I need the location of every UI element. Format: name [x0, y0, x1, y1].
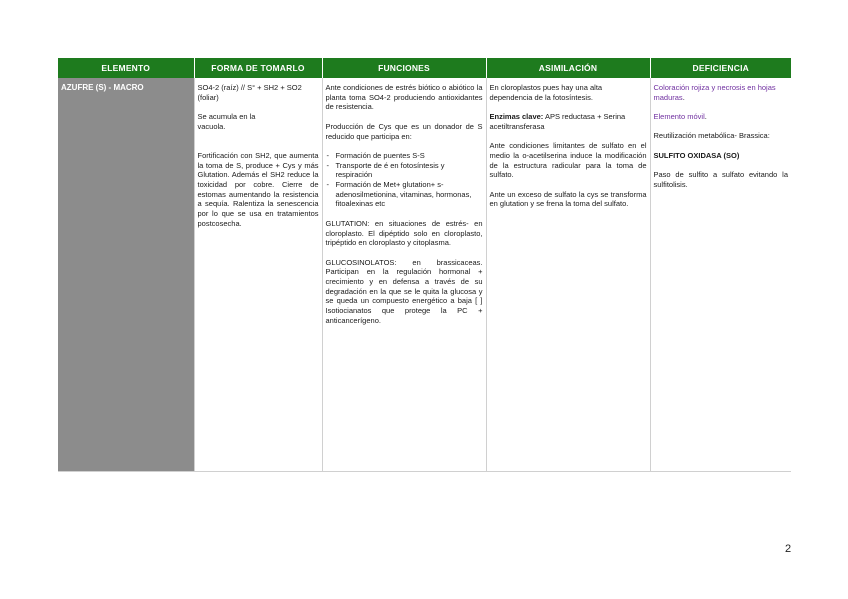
deficiencia-cell — [650, 78, 791, 472]
funciones-list — [326, 151, 483, 209]
header-asimilacion: ASIMILACIÓN — [486, 58, 650, 78]
nutrient-table — [58, 58, 791, 472]
asimilacion-cell — [486, 78, 650, 472]
funciones-cell — [322, 78, 486, 472]
page-number: 2 — [785, 543, 792, 555]
list-item: - Transporte de é en fotosíntesis y respiración — [336, 161, 483, 180]
mobility-note: Elemento móvil — [653, 112, 705, 122]
period: . — [682, 92, 685, 102]
forma-cell — [194, 78, 322, 472]
list-item: - Formación de Met+ glutation+ s-adenosilmetionina, vitaminas, hormonas, fitoalexinas etc — [336, 180, 483, 209]
forma-p3: Fortificación con SH2, que aumenta la toma de S, produce + Cys y más Glutation. Además el SH2 reduce la toxicidad por cobre. Cierre de estomas aumentando la resistencia a sequía. Ralentiza la senescencia por lo que se usa en tratamientos postcosecha. — [197, 150, 319, 228]
funciones-p4: GLUCOSINOLATOS: en brassicaceas. Participan en la regulación hormonal + crecimiento y en defensa a través de su degradación en la que se le quita la glucosa y se queda un compuesto energético a baja [ ] Isotiocianatos que protege la PC + anticancerígeno. — [325, 257, 483, 325]
asimilacion-p4: Ante un exceso de sulfato la cys se transforma en glutation y se frena la toma del sulfato. — [489, 189, 647, 209]
forma-p2: Se acumula en la vacuola. — [197, 112, 256, 131]
deficiencia-symptom: Coloración rojiza y necrosis en hojas maduras — [653, 83, 776, 102]
forma-p1: SO4-2 (raíz) // S° + SH2 + SO2 (foliar) — [197, 83, 302, 102]
element-cell: AZUFRE (S) - MACRO — [58, 78, 194, 472]
list-item: - Formación de puentes S-S — [336, 151, 483, 161]
asimilacion-p3: Ante condiciones limitantes de sulfato en el medio la o-acetilserina induce la modificación de la estructura radicular para la toma de sulfato. — [489, 141, 647, 180]
asimilacion-p1: En cloroplastos pues hay una alta dependencia de la fotosíntesis. — [489, 83, 603, 102]
period: . — [704, 112, 707, 122]
deficiencia-p3: Reutilización metabólica- Brassica: — [653, 131, 770, 141]
enzimas-text: APS reductasa + Serina acetiltransferasa — [489, 112, 626, 131]
funciones-p2: Producción de Cys que es un donador de S reducido que participa en: — [325, 121, 483, 141]
header-elemento: ELEMENTO — [58, 58, 194, 78]
deficiencia-p1 — [654, 83, 789, 102]
header-deficiencia: DEFICIENCIA — [650, 58, 791, 78]
deficiencia-p4: SULFITO OXIDASA (SO) — [653, 150, 740, 160]
funciones-p3: GLUTATION: en situaciones de estrés- en cloroplasto. El dipéptido solo en cloroplasto, tripéptido en cloroplasto y citoplasma. — [325, 218, 483, 248]
header-forma: FORMA DE TOMARLO — [194, 58, 322, 78]
header-funciones: FUNCIONES — [322, 58, 486, 78]
deficiencia-p5: Paso de sulfito a sulfato evitando la sulfitolisis. — [653, 170, 788, 189]
deficiencia-p2 — [654, 112, 789, 122]
table-row — [58, 78, 791, 472]
funciones-p1: Ante condiciones de estrés biótico o abiótico la planta toma SO4-2 produciendo antioxidantes de resistencia. — [325, 83, 483, 112]
enzimas-label: Enzimas clave: — [489, 112, 544, 122]
table-header-row — [58, 58, 791, 78]
asimilacion-p2 — [490, 112, 647, 131]
